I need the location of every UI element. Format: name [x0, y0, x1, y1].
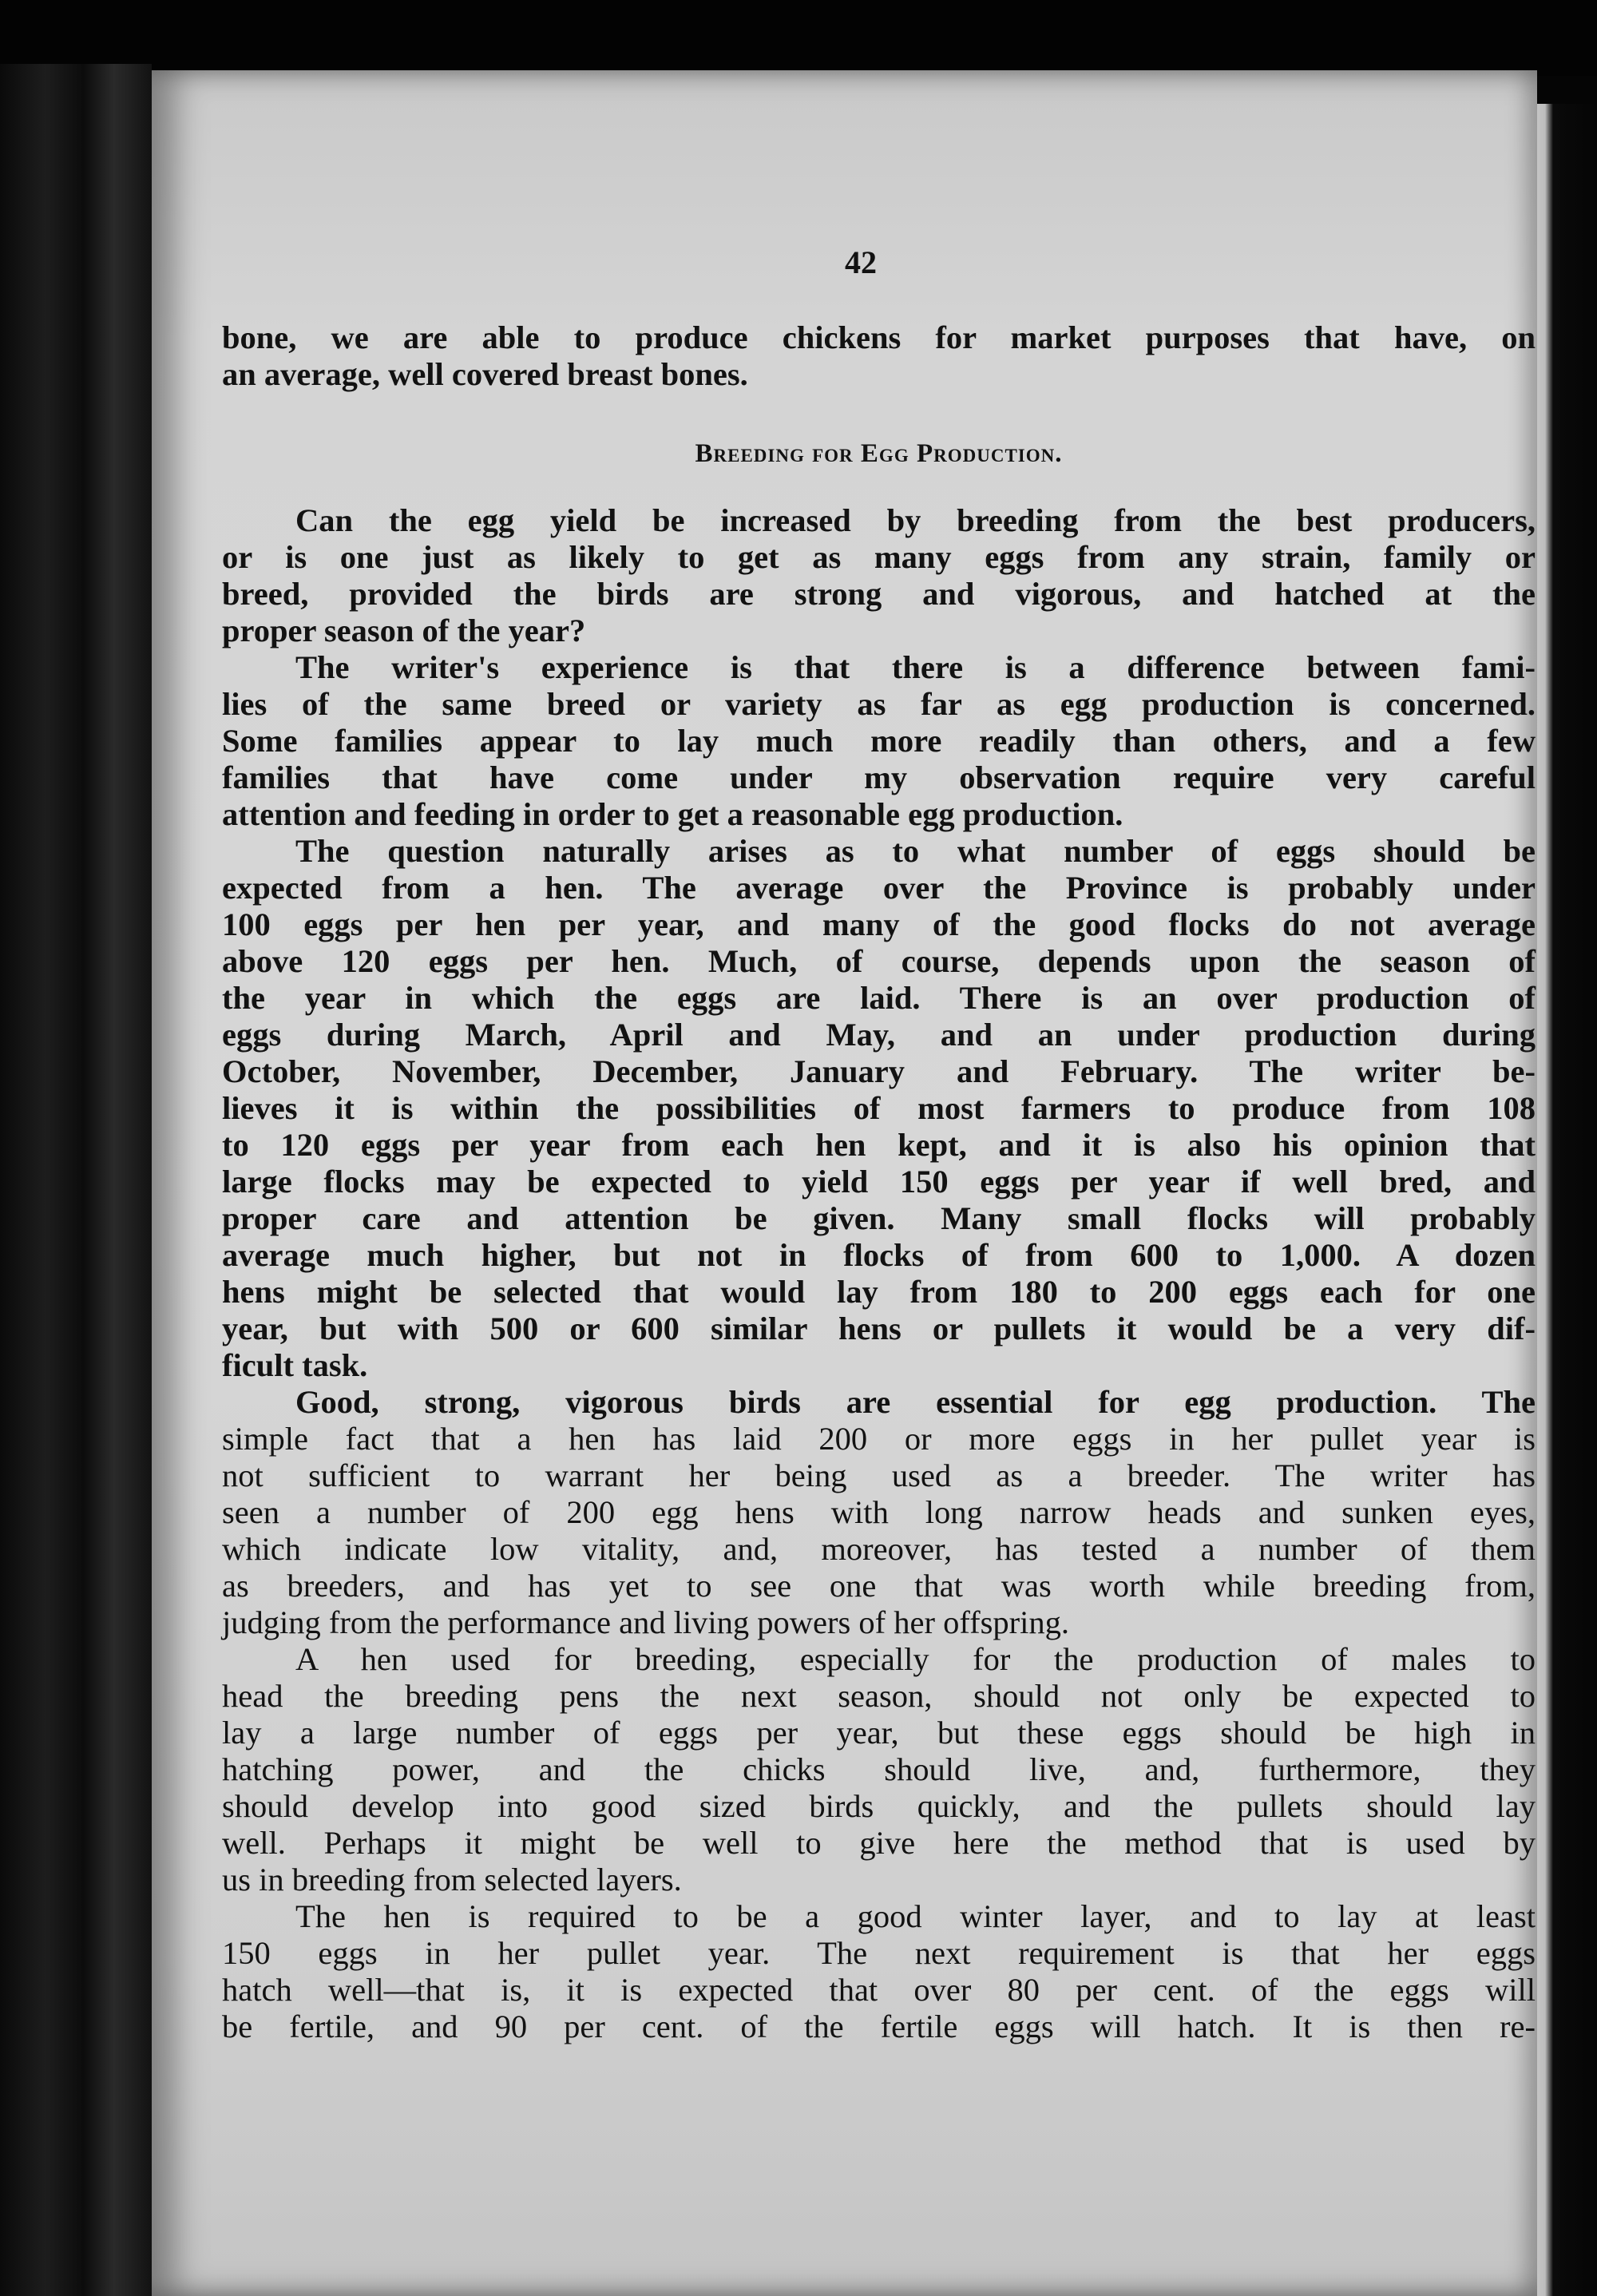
body-line: proper care and attention be given. Many small flocks will probably: [222, 1200, 1536, 1236]
body-line: 150 eggs in her pullet year. The next requirement is that her eggs: [222, 1935, 1536, 1971]
body-line: above 120 eggs per hen. Much, of course, depends upon the season of: [222, 943, 1536, 979]
body-line: lay a large number of eggs per year, but these eggs should be high in: [222, 1715, 1536, 1751]
body-line: hatch well—that is, it is expected that over 80 per cent. of the eggs will: [222, 1972, 1536, 2008]
body-line: lieves it is within the possibilities of most farmers to produce from 108: [222, 1090, 1536, 1126]
body-line: Can the egg yield be increased by breeding from the best producers,: [295, 502, 1536, 538]
body-line: The question naturally arises as to what number of eggs should be: [295, 833, 1536, 869]
body-line: proper season of the year?: [222, 613, 586, 648]
body-line: bone, we are able to produce chickens for market purposes that have, on: [222, 319, 1536, 355]
body-line: to 120 eggs per year from each hen kept, and it is also his opinion that: [222, 1127, 1536, 1163]
body-line: attention and feeding in order to get a reasonable egg production.: [222, 796, 1123, 832]
body-line: should develop into good sized birds quickly, and the pullets should lay: [222, 1788, 1536, 1824]
body-line: average much higher, but not in flocks of from 600 to 1,000. A dozen: [222, 1237, 1536, 1273]
body-line: not sufficient to warrant her being used as a breeder. The writer has: [222, 1457, 1536, 1493]
body-line: Some families appear to lay much more readily than others, and a few: [222, 723, 1536, 759]
body-line: lies of the same breed or variety as far as egg production is concerned.: [222, 686, 1536, 722]
body-line: judging from the performance and living powers of her offspring.: [222, 1604, 1069, 1640]
body-line: simple fact that a hen has laid 200 or more eggs in her pullet year is: [222, 1421, 1536, 1457]
body-line: hens might be selected that would lay from 180 to 200 eggs each for one: [222, 1274, 1536, 1310]
body-line: head the breeding pens the next season, should not only be expected to: [222, 1678, 1536, 1714]
section-heading: Breeding for Egg Production.: [695, 439, 1063, 468]
body-line: year, but with 500 or 600 similar hens or pullets it would be a very dif-: [222, 1311, 1536, 1346]
body-line: seen a number of 200 egg hens with long narrow heads and sunken eyes,: [222, 1494, 1536, 1530]
body-line: October, November, December, January and February. The writer be-: [222, 1053, 1536, 1089]
body-line: ficult task.: [222, 1347, 368, 1383]
body-line: breed, provided the birds are strong and vigorous, and hatched at the: [222, 576, 1536, 612]
body-line: The writer's experience is that there is a difference between fami-: [295, 649, 1536, 685]
body-line: A hen used for breeding, especially for the production of males to: [295, 1641, 1536, 1677]
body-line: The hen is required to be a good winter layer, and to lay at least: [295, 1898, 1536, 1934]
body-line: as breeders, and has yet to see one that was worth while breeding from,: [222, 1568, 1536, 1604]
page-number: 42: [845, 244, 877, 280]
body-line: well. Perhaps it might be well to give here the method that is used by: [222, 1825, 1536, 1861]
body-line: expected from a hen. The average over the Province is probably under: [222, 870, 1536, 906]
body-line: families that have come under my observation require very careful: [222, 759, 1536, 795]
body-line: Good, strong, vigorous birds are essential for egg production. The: [295, 1384, 1536, 1420]
body-line: or is one just as likely to get as many eggs from any strain, family or: [222, 539, 1536, 575]
book-spine-edge: [0, 64, 152, 2296]
body-line: large flocks may be expected to yield 150 eggs per year if well bred, and: [222, 1164, 1536, 1200]
body-line: eggs during March, April and May, and an under production during: [222, 1017, 1536, 1053]
book-page: [152, 70, 1537, 2296]
body-line: which indicate low vitality, and, moreover, has tested a number of them: [222, 1531, 1536, 1567]
scan-top-border: [0, 0, 1597, 76]
body-line: hatching power, and the chicks should live, and, furthermore, they: [222, 1751, 1536, 1787]
body-line: 100 eggs per hen per year, and many of the good flocks do not average: [222, 906, 1536, 942]
body-line: us in breeding from selected layers.: [222, 1862, 682, 1897]
body-line: an average, well covered breast bones.: [222, 356, 748, 392]
body-line: the year in which the eggs are laid. There is an over production of: [222, 980, 1536, 1016]
body-line: be fertile, and 90 per cent. of the fertile eggs will hatch. It is then re-: [222, 2009, 1536, 2044]
